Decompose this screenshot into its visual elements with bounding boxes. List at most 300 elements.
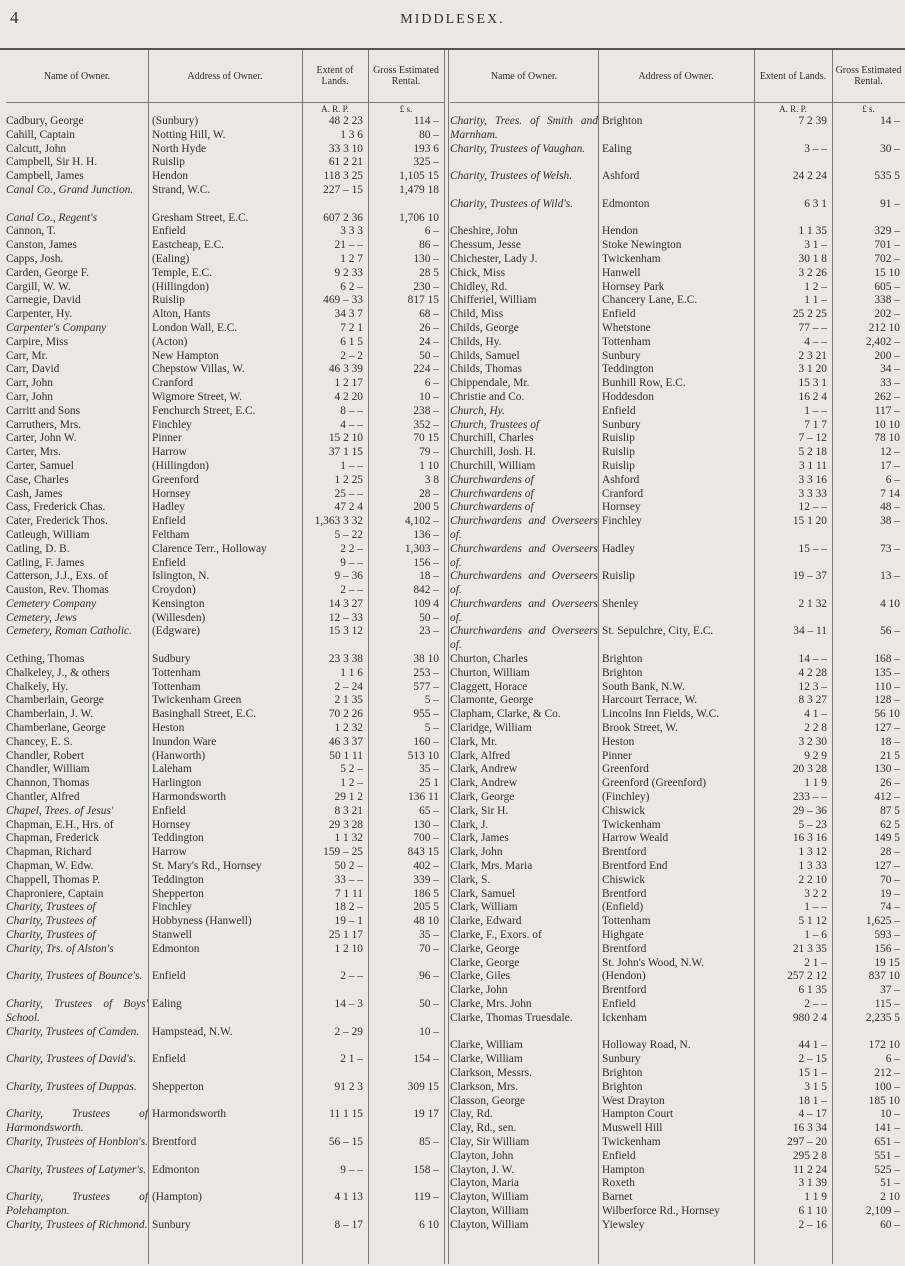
table-row	[450, 336, 905, 350]
table-row	[450, 1205, 905, 1219]
table-row	[450, 970, 905, 984]
gross-rental: 18 –	[880, 735, 900, 748]
gross-rental: 6 –	[424, 225, 439, 238]
table-row	[450, 294, 905, 308]
table-row	[450, 777, 905, 791]
gross-rental: 513 10	[407, 749, 439, 762]
owner-name: Catling, F. James	[6, 556, 85, 569]
owner-address: Hobbyness (Hanwell)	[152, 915, 252, 928]
owner-name: Churchwardens of	[450, 473, 534, 486]
table-row	[6, 308, 444, 322]
land-extent: 9 2 9	[804, 749, 827, 762]
owner-address: Cranford	[602, 487, 644, 500]
owner-name: Claridge, William	[450, 722, 532, 735]
owner-name: Cash, James	[6, 487, 63, 500]
land-extent: 23 3 38	[328, 653, 363, 666]
land-extent: 7 2 1	[340, 321, 363, 334]
gross-rental: 168 –	[874, 653, 900, 666]
table-row	[450, 874, 905, 888]
owner-name: Clarke, William	[450, 1053, 523, 1066]
land-extent: 16 3 34	[792, 1122, 827, 1135]
owner-name: Cadbury, George	[6, 115, 84, 127]
land-extent: 3 – –	[804, 142, 827, 155]
gross-rental: 10 –	[880, 1108, 900, 1121]
owner-name: Chapel, Trees. of Jesus'	[6, 804, 114, 817]
owner-name: Churton, William	[450, 666, 530, 679]
table-row	[6, 1108, 444, 1136]
gross-rental: 56 10	[874, 708, 900, 721]
land-extent: 15 3 1	[798, 377, 827, 390]
gross-rental: 651 –	[874, 1135, 900, 1148]
table-row	[450, 1039, 905, 1053]
owner-name: Clarke, John	[450, 984, 508, 997]
owner-name: Clarke, Thomas Truesdale.	[450, 1011, 573, 1024]
owner-address: Teddington	[152, 873, 204, 886]
land-extent: 29 – 36	[792, 804, 827, 817]
owner-name: Churton, Charles	[450, 653, 528, 666]
table-row	[6, 501, 444, 515]
gross-rental: 109 4	[413, 597, 439, 610]
land-extent: 34 – 11	[793, 625, 827, 638]
land-extent: 227 – 15	[323, 183, 363, 196]
gross-rental: 158 –	[413, 1163, 439, 1176]
gross-rental: 338 –	[874, 294, 900, 307]
table-row	[450, 225, 905, 239]
owner-address: Harlington	[152, 777, 202, 790]
gross-rental: 329 –	[874, 225, 900, 238]
owner-address: Shenley	[602, 597, 639, 610]
gross-rental: 135 –	[874, 666, 900, 679]
table-row	[6, 791, 444, 805]
owner-address: Chiswick	[602, 804, 646, 817]
table-row	[6, 832, 444, 846]
gross-rental: 535 5	[874, 170, 900, 183]
owner-address: Enfield	[602, 308, 636, 321]
gross-rental: 35 –	[419, 763, 439, 776]
land-extent: 1 1 –	[804, 294, 827, 307]
owner-address: (Willesden)	[152, 611, 206, 624]
land-extent: 6 1 35	[798, 984, 827, 997]
owner-name: Claggett, Horace	[450, 680, 528, 693]
table-row	[6, 1136, 444, 1164]
owner-address: Stanwell	[152, 929, 192, 942]
gross-rental: 230 –	[413, 280, 439, 293]
table-row	[6, 432, 444, 446]
owner-name: Carruthers, Mrs.	[6, 418, 81, 431]
owner-address: Bunhill Row, E.C.	[602, 377, 686, 390]
owner-address: Yiewsley	[602, 1218, 645, 1231]
table-row	[450, 308, 905, 322]
owner-name: Clark, Andrew	[450, 763, 518, 776]
table-row	[6, 694, 444, 708]
gross-rental: 24 –	[419, 335, 439, 348]
gross-rental: 842 –	[413, 584, 439, 597]
owner-address: Sunbury	[602, 1053, 641, 1066]
table-row	[450, 446, 905, 460]
owner-name: Clayton, William	[450, 1218, 529, 1231]
owner-name: Chandler, William	[6, 763, 90, 776]
land-extent: 91 2 3	[334, 1080, 363, 1093]
table-row	[450, 267, 905, 281]
land-extent: 1 – 6	[804, 929, 827, 942]
owner-name: Churchill, Charles	[450, 432, 534, 445]
gross-rental: 79 –	[419, 446, 439, 459]
owner-name: Charity, Trustees of Harmondsworth.	[6, 1108, 148, 1135]
owner-name: Childs, Thomas	[450, 363, 522, 376]
table-row	[6, 722, 444, 736]
land-extent: 18 1 –	[798, 1094, 827, 1107]
owner-address: Hanwell	[602, 266, 641, 279]
owner-address: St. Mary's Rd., Hornsey	[152, 860, 262, 873]
land-extent: 9 2 33	[334, 266, 363, 279]
table-row	[450, 281, 905, 295]
table-row	[6, 736, 444, 750]
table-row	[6, 225, 444, 239]
owner-address: Hampton Court	[602, 1108, 674, 1121]
owner-address: Hampton	[602, 1163, 645, 1176]
land-extent: 46 3 37	[328, 735, 363, 748]
land-extent: 2 2 8	[804, 722, 827, 735]
owner-name: Carter, John W.	[6, 432, 77, 445]
land-extent: 2 – 15	[798, 1053, 827, 1066]
table-row	[6, 598, 444, 612]
owner-address: Finchley	[152, 901, 192, 914]
owner-address: Greenford	[602, 763, 649, 776]
owner-address: Stoke Newington	[602, 239, 682, 252]
rental-header: Gross Estimated Rental.	[832, 50, 905, 103]
table-row	[6, 446, 444, 460]
gross-rental: 309 15	[407, 1080, 439, 1093]
owner-name: Charity, Trustees of Wild's.	[450, 197, 574, 210]
owner-address: (Hillingdon)	[152, 280, 209, 293]
gross-rental: 1,303 –	[404, 542, 439, 555]
gross-rental: 212 10	[868, 321, 900, 334]
table-row	[450, 805, 905, 819]
owner-address: Enfield	[152, 515, 186, 528]
owner-address: Sunbury	[602, 418, 641, 431]
owner-name: Chalkeley, J., & others	[6, 666, 110, 679]
land-extent: 2 – –	[340, 584, 363, 597]
owner-address: Laleham	[152, 763, 192, 776]
owner-name: Charity, Trustees of Bounce's.	[6, 970, 143, 983]
owner-name: Churchwardens and Overseers of.	[450, 625, 598, 652]
owner-address: Enfield	[152, 556, 186, 569]
land-extent: 7 1 7	[804, 418, 827, 431]
gross-rental: 127 –	[874, 722, 900, 735]
gross-rental: 130 –	[413, 818, 439, 831]
owner-name: Clapham, Clarke, & Co.	[450, 708, 561, 721]
table-row	[450, 515, 905, 543]
table-row	[6, 184, 444, 212]
owner-address: Sunbury	[602, 349, 641, 362]
land-extent: 2 – 29	[334, 1025, 363, 1038]
owner-address: Greenford (Greenford)	[602, 777, 707, 790]
gross-rental: 1,625 –	[865, 915, 900, 928]
owner-name: Clayton, William	[450, 1204, 529, 1217]
gross-rental: 85 –	[419, 1135, 439, 1148]
gross-rental: 117 –	[874, 404, 900, 417]
table-row	[6, 681, 444, 695]
land-extent: 56 – 15	[328, 1135, 363, 1148]
owner-address: Brentford	[602, 887, 647, 900]
owner-name: Clark, Samuel	[450, 887, 516, 900]
owner-address: (Enfield)	[602, 901, 644, 914]
owner-address: Greenford	[152, 473, 199, 486]
owner-name: Clark, James	[450, 832, 509, 845]
owner-address: St. Sepulchre, City, E.C.	[602, 625, 714, 638]
table-row	[6, 667, 444, 681]
gross-rental: 15 10	[874, 266, 900, 279]
owner-address: Brentford End	[602, 860, 668, 873]
owner-name: Clark, Andrew	[450, 777, 518, 790]
table-row	[450, 460, 905, 474]
owner-name: Capps, Josh.	[6, 252, 64, 265]
land-extent: 15 3 12	[328, 625, 363, 638]
column-rule	[444, 50, 445, 1264]
land-extent: 16 2 4	[798, 390, 827, 403]
owner-address: Feltham	[152, 528, 190, 541]
gross-rental: 19 15	[874, 956, 900, 969]
owner-name: Clark, J.	[450, 818, 489, 831]
owner-address: Brighton	[602, 115, 643, 127]
land-extent: 1 – –	[340, 459, 363, 472]
owner-name: Childs, George	[450, 321, 519, 334]
land-extent: 48 2 23	[328, 115, 363, 127]
owner-name: Childs, Hy.	[450, 335, 502, 348]
owner-address: Holloway Road, N.	[602, 1039, 691, 1052]
land-extent: 2 2 –	[340, 542, 363, 555]
owner-name: Churchwardens and Overseers of.	[450, 597, 598, 624]
owner-name: Catleugh, William	[6, 528, 90, 541]
table-row	[6, 612, 444, 626]
land-extent: 6 3 1	[804, 197, 827, 210]
owner-address: Tottenham	[602, 915, 651, 928]
table-row	[450, 322, 905, 336]
owner-name: Chamberlane, George	[6, 722, 106, 735]
land-extent: 9 – 36	[334, 570, 363, 583]
land-extent: 14 – –	[798, 653, 827, 666]
owner-name: Charity, Trustees of	[6, 929, 96, 942]
table-row	[450, 1136, 905, 1150]
table-row	[6, 488, 444, 502]
gross-rental: 28 –	[880, 846, 900, 859]
table-row	[450, 1219, 905, 1233]
owner-name: Clarke, Mrs. John	[450, 998, 532, 1010]
land-extent: 9 – –	[340, 1163, 363, 1176]
table-row	[6, 1191, 444, 1219]
gross-rental: 5 –	[424, 694, 439, 707]
land-extent: 2 3 21	[798, 349, 827, 362]
gross-rental: 156 –	[413, 556, 439, 569]
land-extent: 29 1 2	[334, 791, 363, 804]
gross-rental: 51 –	[880, 1177, 900, 1190]
gross-rental: 10 –	[419, 390, 439, 403]
table-row	[6, 336, 444, 350]
owner-name: Campbell, James	[6, 170, 84, 183]
owner-address: Finchley	[152, 418, 192, 431]
owner-name: Clarke, Edward	[450, 915, 522, 928]
table-row	[450, 405, 905, 419]
table-row	[6, 143, 444, 157]
owner-address: Twickenham	[602, 818, 661, 831]
owner-address: Tottenham	[602, 335, 651, 348]
gross-rental: 33 –	[880, 377, 900, 390]
table-row	[450, 115, 905, 143]
page-header	[0, 6, 905, 32]
gross-rental: 224 –	[413, 363, 439, 376]
gross-rental: 5 –	[424, 722, 439, 735]
gross-rental: 7 14	[880, 487, 900, 500]
land-extent: 6 1 5	[340, 335, 363, 348]
owner-address: Twickenham	[602, 1135, 661, 1148]
gross-rental: 4 10	[880, 597, 900, 610]
land-extent: 159 – 25	[323, 846, 363, 859]
owner-name: Cemetery, Roman Catholic.	[6, 625, 132, 638]
land-extent: 1 2 32	[334, 722, 363, 735]
owner-address: Ruislip	[152, 294, 185, 307]
land-extent: 33 3 10	[328, 142, 363, 155]
land-extent: 1 3 6	[340, 128, 363, 141]
gross-rental: 837 10	[868, 970, 900, 983]
table-row	[6, 529, 444, 543]
table-row	[6, 929, 444, 943]
owner-name: Christie and Co.	[450, 390, 525, 403]
table-row	[450, 681, 905, 695]
gross-rental: 96 –	[419, 970, 439, 983]
table-row	[6, 1164, 444, 1192]
owner-address: Shepperton	[152, 887, 204, 900]
gross-rental: 119 –	[413, 1191, 439, 1204]
land-extent: 16 3 16	[792, 832, 827, 845]
land-extent: 11 2 24	[793, 1163, 827, 1176]
table-row	[450, 957, 905, 971]
land-extent: 2 – 2	[340, 349, 363, 362]
gross-rental: 1 10	[419, 459, 439, 472]
gross-rental: 50 –	[419, 611, 439, 624]
table-row	[450, 391, 905, 405]
table-row	[450, 860, 905, 874]
land-extent: 1 1 9	[804, 1191, 827, 1204]
owner-name: Charity, Trustees of Honblon's.	[6, 1135, 148, 1148]
owner-name: Charity, Trustees of David's.	[6, 1053, 136, 1066]
owner-address: Ruislip	[602, 570, 635, 583]
owner-address: Brentford	[602, 942, 647, 955]
table-row	[450, 501, 905, 515]
gross-rental: 172 10	[868, 1039, 900, 1052]
owner-name: Chidley, Rd.	[450, 280, 508, 293]
land-extent: 34 3 7	[334, 308, 363, 321]
owner-name: Carpenter's Company	[6, 321, 107, 334]
gross-rental: 10 –	[419, 1025, 439, 1038]
land-extent: 70 2 26	[328, 708, 363, 721]
owner-name: Canal Co., Regent's	[6, 211, 98, 224]
owner-name: Chapman, Frederick	[6, 832, 99, 845]
land-extent: 3 3 33	[798, 487, 827, 500]
owner-address: Shepperton	[152, 1080, 204, 1093]
gross-rental: 551 –	[874, 1149, 900, 1162]
land-extent: 3 2 2	[804, 887, 827, 900]
owner-name: Chandler, Robert	[6, 749, 84, 762]
owner-name: Clark, Mr.	[450, 735, 498, 748]
owner-name: Clay, Rd.	[450, 1108, 493, 1121]
owner-name: Clarke, F., Exors. of	[450, 929, 542, 942]
owner-name: Clarke, Giles	[450, 970, 511, 983]
owner-address: Wigmore Street, W.	[152, 390, 243, 403]
land-extent: 1 – –	[804, 404, 827, 417]
owner-name: Carter, Mrs.	[6, 446, 61, 459]
owner-name: Chantler, Alfred	[6, 791, 80, 804]
owner-name: Chapman, W. Edw.	[6, 860, 94, 873]
owner-name: Clayton, Maria	[450, 1177, 519, 1190]
gross-rental: 525 –	[874, 1163, 900, 1176]
land-extent: 9 – –	[340, 556, 363, 569]
table-row	[450, 915, 905, 929]
owner-address: Brentford	[602, 846, 647, 859]
land-extent: 61 2 21	[328, 156, 363, 169]
land-extent: 2 – 24	[334, 680, 363, 693]
land-extent: 3 1 5	[804, 1080, 827, 1093]
owner-address: Harcourt Terrace, W.	[602, 694, 698, 707]
gross-rental: 50 –	[419, 349, 439, 362]
owner-name: Cass, Frederick Chas.	[6, 501, 106, 514]
owner-header: Name of Owner.	[450, 50, 598, 103]
owner-address: Eastcheap, E.C.	[152, 239, 225, 252]
table-row	[6, 156, 444, 170]
gross-rental: 130 –	[874, 763, 900, 776]
table-row	[6, 405, 444, 419]
gross-rental: 78 10	[874, 432, 900, 445]
land-extent: 12 – 33	[328, 611, 363, 624]
gross-rental: 100 –	[874, 1080, 900, 1093]
owner-address: New Hampton	[152, 349, 219, 362]
owner-address: Fenchurch Street, E.C.	[152, 404, 256, 417]
land-extent: 14 – 3	[334, 998, 363, 1010]
owner-address: Tottenham	[152, 680, 201, 693]
owner-name: Cahill, Captain	[6, 128, 75, 141]
owner-name: Charity, Trs. of Alston's	[6, 942, 114, 955]
table-row	[450, 901, 905, 915]
gross-rental: 115 –	[874, 998, 900, 1010]
owner-name: Charity, Trustees of Richmond.	[6, 1218, 148, 1231]
owner-address: Harmondsworth	[152, 791, 227, 804]
gross-rental: 577 –	[413, 680, 439, 693]
owner-address: Highgate	[602, 929, 644, 942]
table-row	[6, 708, 444, 722]
owner-name: Cheshire, John	[450, 225, 518, 238]
land-extent: 6 1 10	[798, 1204, 827, 1217]
address-header: Address of Owner.	[598, 50, 754, 103]
owner-address: Pinner	[602, 749, 632, 762]
land-extent: 30 1 8	[798, 252, 827, 265]
land-extent: 19 – 1	[334, 915, 363, 928]
land-extent: 3 2 26	[798, 266, 827, 279]
owner-address: St. John's Wood, N.W.	[602, 956, 705, 969]
land-extent: 24 2 24	[792, 170, 827, 183]
table-row	[6, 763, 444, 777]
owner-address: Enfield	[152, 1053, 186, 1066]
gross-rental: 817 15	[407, 294, 439, 307]
land-extent: 5 – 22	[334, 528, 363, 541]
gross-rental: 91 –	[880, 197, 900, 210]
gross-rental: 2,109 –	[865, 1204, 900, 1217]
page-number: 4	[10, 8, 19, 27]
land-extent: 1 – –	[804, 901, 827, 914]
owner-name: Chapman, E.H., Hrs. of	[6, 818, 114, 831]
table-row	[450, 377, 905, 391]
land-extent: 5 1 12	[798, 915, 827, 928]
owner-address: Clarence Terr., Holloway	[152, 542, 267, 555]
owner-address: Edmonton	[152, 942, 200, 955]
